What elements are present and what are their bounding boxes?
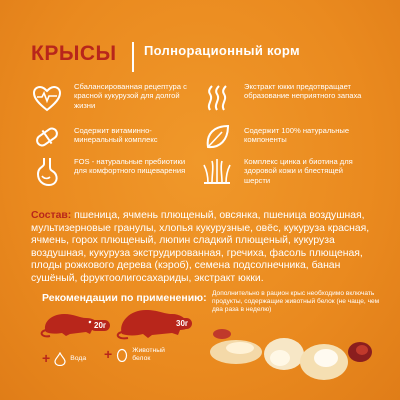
water-drop-icon [53,352,67,366]
leaf-icon [200,120,234,154]
composition-ingredients: пшеница, ячмень плющеный, овсянка, пшеница воздушная, мультизерновые гранулы, хлопья кукурузные, овёс, кукуруза красная, ячмень, горох плющеный, люпин сладкий плющеный, кукуруза воздушная, кукуруза экструдированная, гречиха, фасоль плющеная, плоды рожкового дерева (кэроб), семена подсолнечника, банан сушёный, фруктоолигосахариды, экстракт юкки. [31,210,370,284]
feature-balanced-recipe [30,82,194,116]
legend-water [42,352,86,366]
recommendations-note: Дополнительно в рацион крыс необходимо включать продукты, содержащие животный белок (не чаще, чем два раза в неделю) [212,290,380,313]
composition-label: Состав: [31,210,72,221]
legend-protein-label: Животный белок [132,347,165,362]
feature-text: Комплекс цинка и биотина для здоровой кожи и блестящей шерсти [244,157,353,185]
feature-text: Экстракт юкки предотвращает образование неприятного запаха [244,82,362,101]
plus-icon: + [104,345,113,362]
title-divider [132,42,134,72]
stomach-icon [30,155,64,189]
vitamin-pill-icon [30,120,64,154]
feature-yucca-extract [200,82,364,116]
feature-text: Содержит витаминно-минеральный комплекс [74,126,158,145]
food-illustration [200,318,380,388]
composition-text [31,210,376,286]
heart-pulse-icon [30,82,64,116]
egg-icon [115,348,129,362]
grass-icon [200,155,234,189]
feature-text: Сбалансированная рецептура с красной кукурузой для долгой жизни [74,82,187,110]
recommendations-title: Рекомендации по применению: [42,292,207,304]
feature-prebiotics [30,155,194,189]
page-title: КРЫСЫ [31,42,117,65]
portion-large-badge: 30г [172,318,192,329]
feature-vitamins [30,120,194,154]
legend-protein [104,347,194,363]
heat-waves-icon [200,82,234,116]
portion-small-badge: 20г [90,320,110,331]
legend-water-label: Вода [70,355,87,363]
feature-text: Содержит 100% натуральные компоненты [244,126,350,145]
feature-zinc-biotin [200,155,364,189]
plus-icon: + [42,350,51,367]
page-subtitle: Полнорационный корм [144,43,300,58]
feature-natural [200,120,364,154]
feature-text: FOS - натуральные пребиотики для комфортного пищеварения [74,157,186,176]
